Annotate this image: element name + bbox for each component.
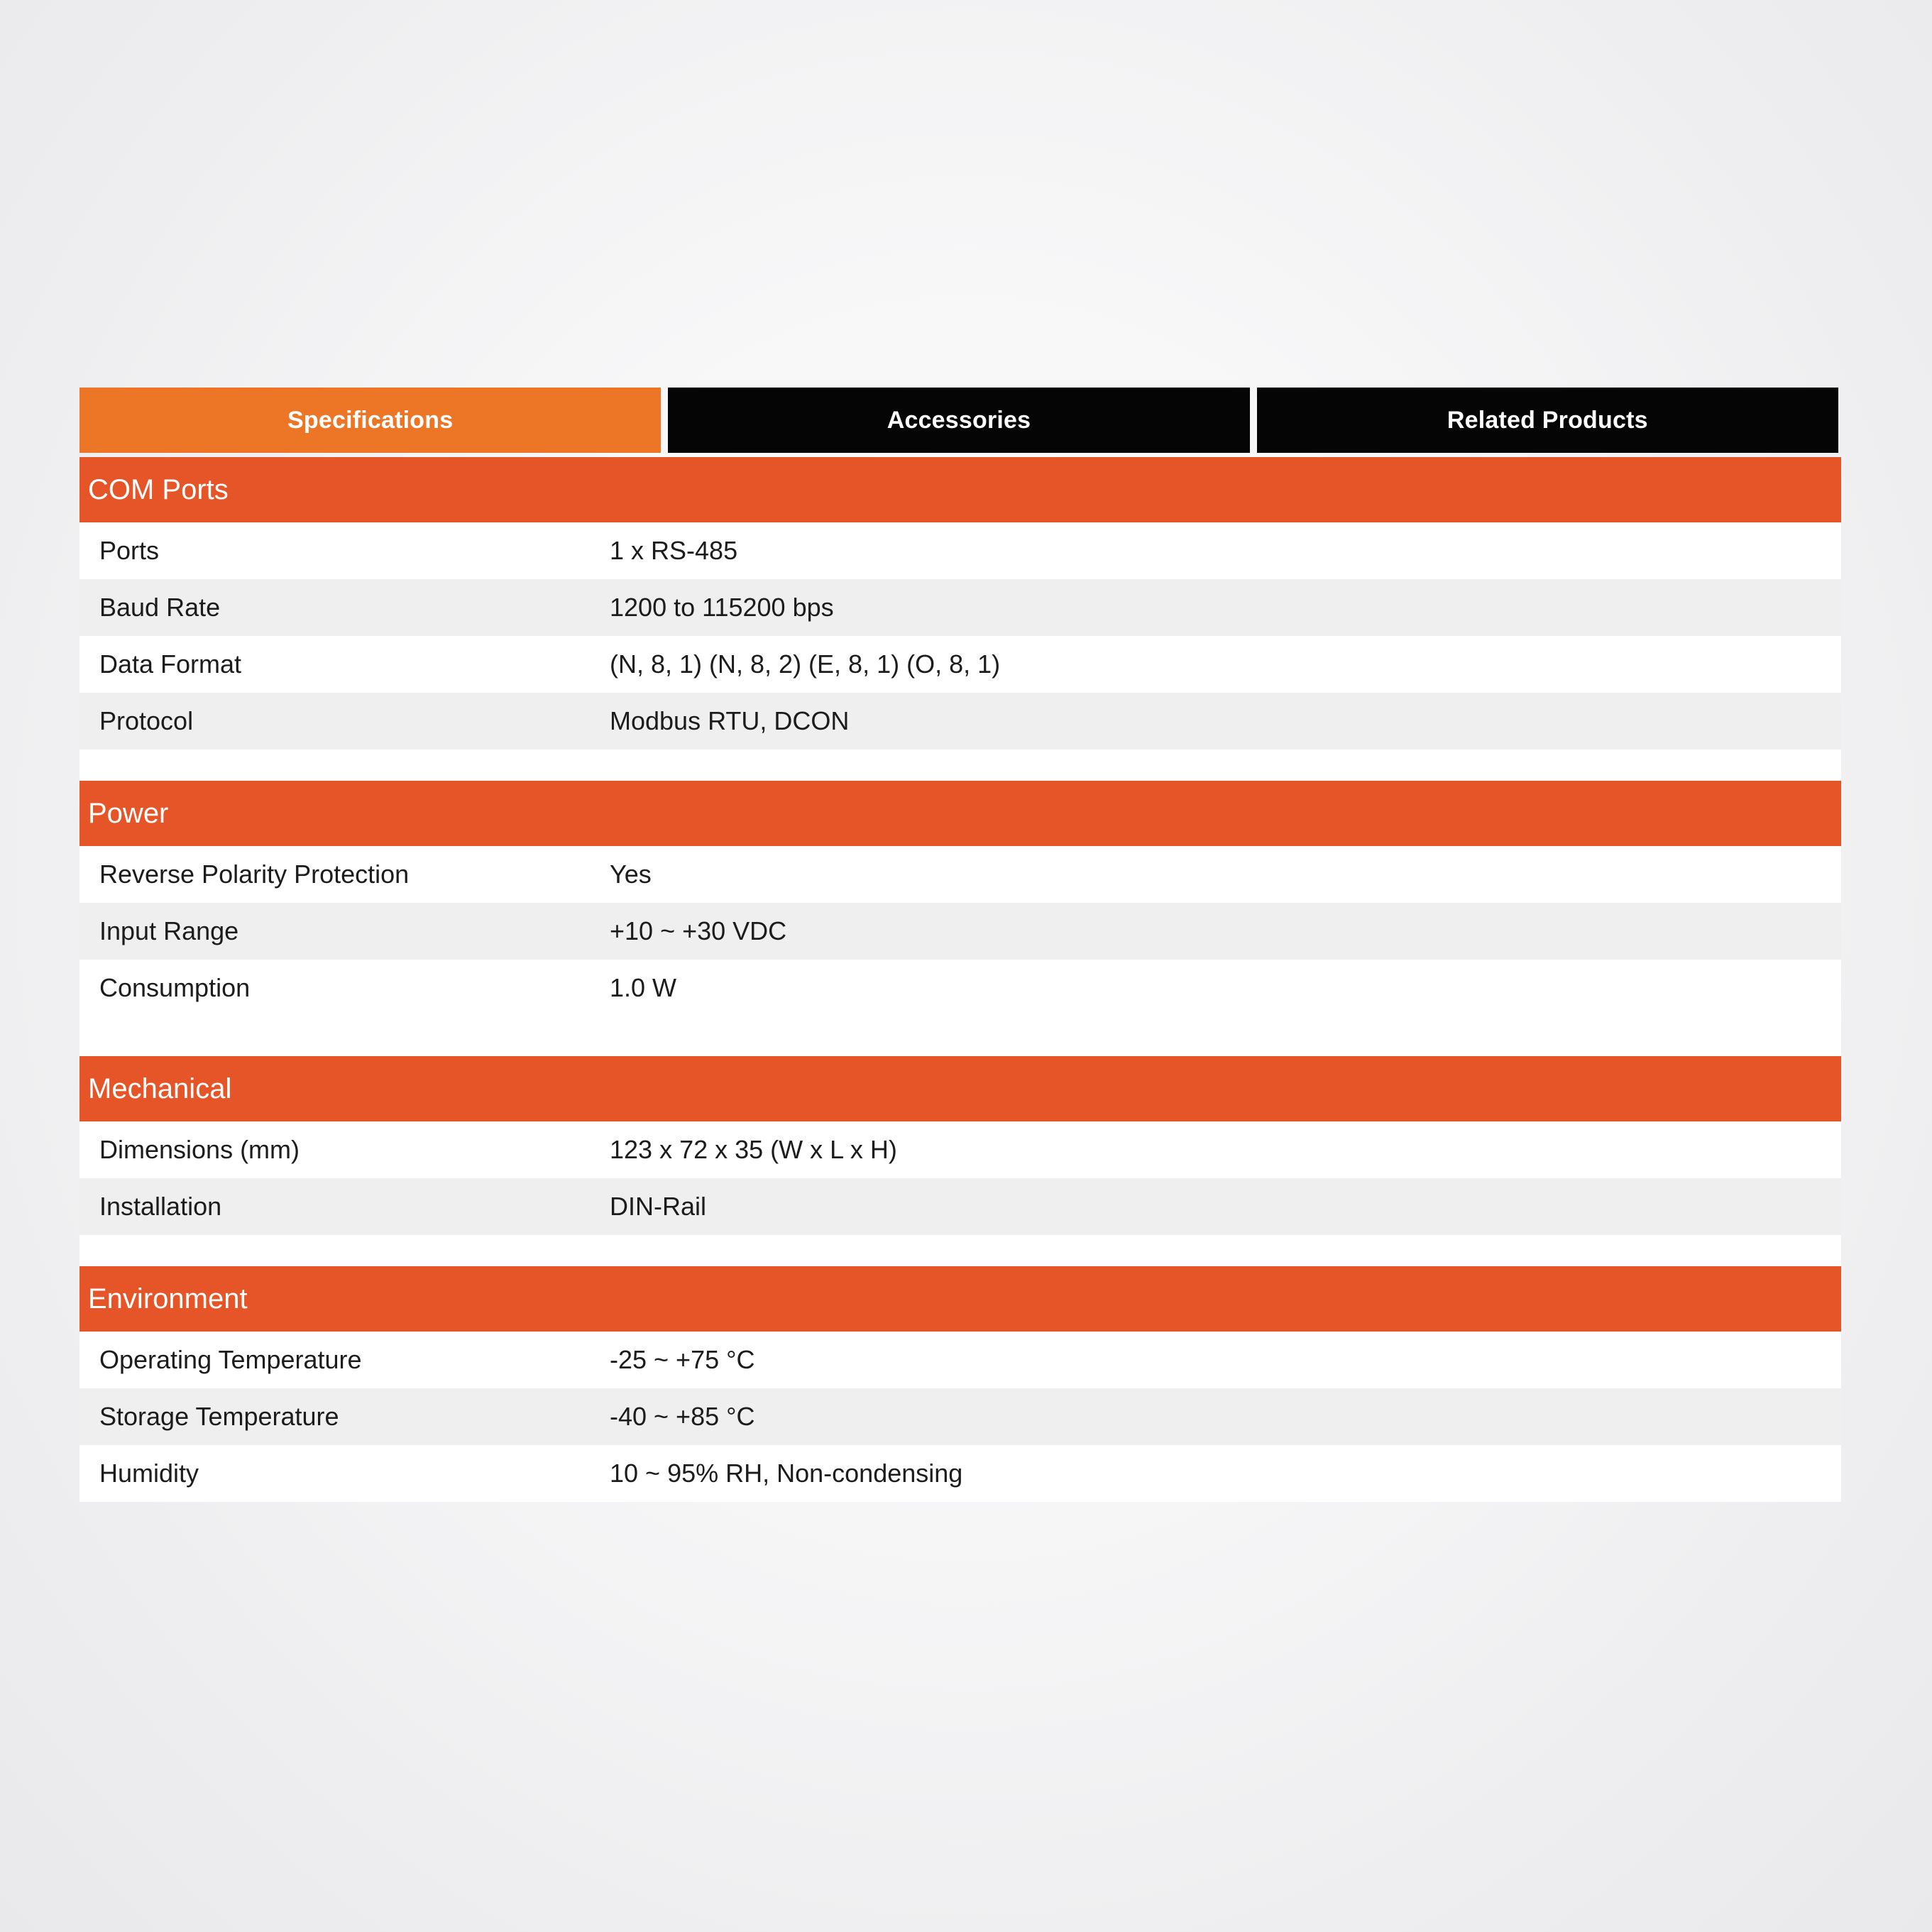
spec-row <box>79 579 1841 636</box>
spec-value: DIN-Rail <box>610 1192 707 1221</box>
section-header-power: Power <box>79 781 1841 846</box>
spec-value: 1.0 W <box>610 973 677 1002</box>
spec-value: 10 ~ 95% RH, Non-condensing <box>610 1459 963 1488</box>
spec-row <box>79 636 1841 693</box>
spec-row <box>79 522 1841 579</box>
section-header-mechanical: Mechanical <box>79 1056 1841 1121</box>
spec-label: Baud Rate <box>99 593 221 622</box>
spec-row <box>79 1445 1841 1502</box>
tab-accessories[interactable]: Accessories <box>668 388 1249 453</box>
spec-row <box>79 846 1841 903</box>
section-spacer <box>79 1016 1841 1056</box>
specifications-table <box>79 457 1841 1502</box>
tab-related-products[interactable]: Related Products <box>1257 388 1838 453</box>
section-spacer <box>79 750 1841 781</box>
spec-row <box>79 1388 1841 1445</box>
spec-label: Input Range <box>99 916 239 945</box>
spec-value: 123 x 72 x 35 (W x L x H) <box>610 1135 897 1164</box>
section-header-com-ports: COM Ports <box>79 457 1841 522</box>
spec-row <box>79 1121 1841 1178</box>
spec-value: -40 ~ +85 °C <box>610 1402 755 1431</box>
spec-label: Consumption <box>99 973 251 1002</box>
tab-bar <box>79 388 1841 453</box>
spec-row <box>79 1178 1841 1235</box>
product-info-panel <box>79 388 1841 1502</box>
spec-label: Protocol <box>99 706 194 735</box>
spec-value: 1 x RS-485 <box>610 536 738 565</box>
spec-label: Reverse Polarity Protection <box>99 860 410 889</box>
spec-row <box>79 1332 1841 1388</box>
spec-label: Dimensions (mm) <box>99 1135 300 1164</box>
spec-row <box>79 903 1841 960</box>
spec-label: Installation <box>99 1192 222 1221</box>
spec-row <box>79 960 1841 1016</box>
spec-value: 1200 to 115200 bps <box>610 593 834 622</box>
section-header-environment: Environment <box>79 1266 1841 1332</box>
section-spacer <box>79 1235 1841 1266</box>
spec-value: (N, 8, 1) (N, 8, 2) (E, 8, 1) (O, 8, 1) <box>610 649 1001 679</box>
spec-value: Yes <box>610 860 652 889</box>
spec-row <box>79 693 1841 750</box>
spec-value: Modbus RTU, DCON <box>610 706 850 735</box>
spec-label: Storage Temperature <box>99 1402 339 1431</box>
spec-value: +10 ~ +30 VDC <box>610 916 787 945</box>
tab-specifications[interactable]: Specifications <box>79 388 661 453</box>
spec-label: Data Format <box>99 649 242 679</box>
spec-label: Operating Temperature <box>99 1345 362 1374</box>
spec-label: Humidity <box>99 1459 199 1488</box>
spec-value: -25 ~ +75 °C <box>610 1345 755 1374</box>
spec-label: Ports <box>99 536 160 565</box>
